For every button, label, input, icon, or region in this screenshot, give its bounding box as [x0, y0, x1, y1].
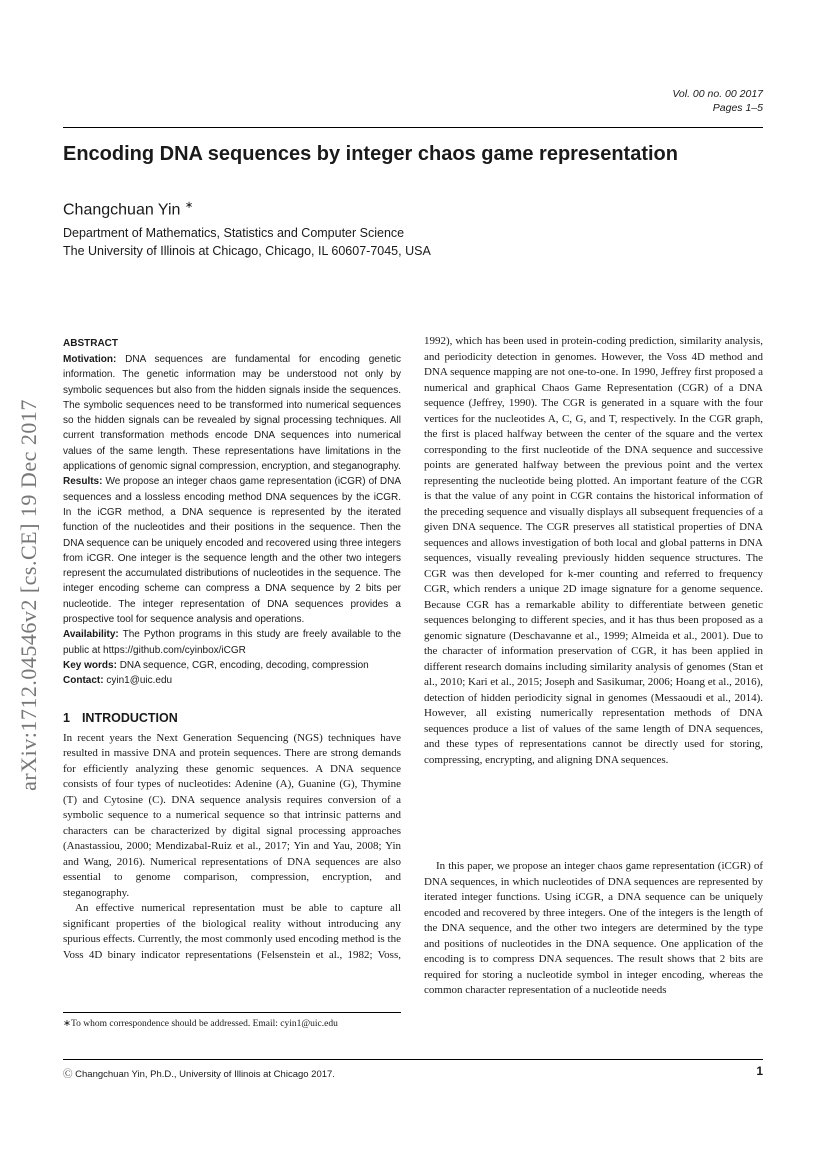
intro-paragraph-3: In this paper, we propose an integer chaos game representation (iCGR) of DNA sequences, in which nucleotides of DNA sequences are represented by iterated integer functions. Using iCGR, a DNA sequence can be uniquely encoded and recovered by three integers. One of the integers is the length of the DNA sequence, and the other two integers are determined by the type and positions of nucleotides in the DNA sequence. One application of the encoding is to compress DNA sequences. The result shows that 2 bits are required for storing a nucleotide symbol in integer encoding, whereas the common character representation of a nucleotide needs [424, 860, 763, 996]
intro-paragraph-2: An effective numerical representation must be able to capture all significant properties of the biological reality without introducing any spurious effects. Currently, the most commonly used encoding method is the Voss 4D binary indicator representations (Felsenstein et al., 1982; Voss, [63, 902, 401, 961]
availability-label: Availability: [63, 629, 119, 641]
keywords-label: Key words: [63, 659, 117, 671]
right-column [424, 334, 763, 999]
author-line [63, 200, 193, 219]
keywords-text: DNA sequence, CGR, encoding, decoding, compression [119, 659, 369, 671]
page-number: 1 [756, 1064, 763, 1078]
results-text: We propose an integer chaos game representation (iCGR) of DNA sequences and a lossless encoding method DNA sequences by the iCGR. In the iCGR method, a DNA sequence is represented by the iterated function of the nucleotides and their positions in the sequence. Then the DNA sequence can be uniquely encoded and recovered using three integers from iCGR. One integer is the sequence length and the other two integers represent the accumulated distributions of nucleotides in the sequence. The integer encoding scheme can compress a DNA sequence by 2 bits per nucleotide. The integer representation of DNA sequences provides a prospective tool for sequence analysis and operations. [63, 476, 402, 626]
affiliation-department: Department of Mathematics, Statistics and Computer Science [63, 226, 405, 240]
section-title: INTRODUCTION [81, 710, 178, 725]
journal-pages: Pages 1–5 [712, 102, 763, 114]
abstract-availability [63, 627, 401, 658]
intro-paragraph-2-continued [424, 334, 763, 859]
journal-info [672, 87, 763, 115]
results-label: Results: [63, 476, 103, 488]
motivation-text: DNA sequences are fundamental for encoding genetic information. The genetic information may be understood not only by symbolic sequences but also from the hidden signals inside the sequences. The symbolic sequences need to be transformed into numerical sequences so the hidden signals can be revealed by signal processing techniques. All current transformation methods encode DNA sequences into numerical values of the same length. These representations have limitations in the applications of genomic signal compression, encryption, and steganography. [63, 354, 401, 473]
section-heading-introduction [63, 711, 401, 725]
section-number: 1 [63, 710, 70, 725]
affiliation [63, 224, 431, 260]
contact-label: Contact: [63, 675, 104, 687]
author-name: Changchuan Yin [63, 201, 181, 219]
affiliation-university: The University of Illinois at Chicago, Chicago, IL 60607-7045, USA [63, 244, 431, 258]
footer-rule [63, 1059, 763, 1060]
availability-text: The Python programs in this study are freely available to the public at https://github.com/cyinbox/iCGR [63, 629, 402, 656]
author-correspondence-mark: ∗ [184, 200, 194, 211]
footnote-rule [63, 1012, 401, 1013]
arxiv-stamp [12, 330, 46, 860]
abstract-motivation [63, 352, 401, 474]
abstract-results [63, 474, 401, 627]
header-rule [63, 127, 763, 128]
copyright-notice: Ⓒ Changchuan Yin, Ph.D., University of Illinois at Chicago 2017. [63, 1069, 335, 1080]
contact-email: cyin1@uic.edu [106, 675, 173, 687]
intro-paragraph-1: In recent years the Next Generation Sequencing (NGS) techniques have resulted in massive DNA and protein sequences. There are strong demands for efficiently analyzing these genomic sequences. A DNA sequence consists of four types of nucleotides: Adenine (A), Guanine (G), Thymine (T) and Cytosine (C). DNA sequence analysis requires conversion of a symbolic sequence to a numerical sequence so that intrinsic patterns and characters can be characterized by digital signal processing approaches (Anastassiou, 2000; Mendizabal-Ruiz et al., 2017; Yin and Yau, 2008; Yin and Wang, 2016). Numerical representations of DNA sequences are also essential to genome comparison, compression, encryption, and steganography. [63, 731, 401, 899]
left-column [63, 337, 401, 963]
intro-paragraph-2-continuation: 1992), which has been used in protein-coding prediction, similarity analysis, and periodicity detection in genomes. However, the Voss 4D method and DNA sequence mapping are not one-to-one. In 1990, Jeffrey first proposed a numerical and graphical Chaos Game Representation (CGR) of a DNA sequence (Jeffrey, 1990). The CGR is generated in a square with the four vertices for the nucleotides A, C, G, and T, respectively. In the CGR graph, the first is placed halfway between the center of the square and the vertex corresponding to the first nucleotide of the DNA sequence and successive points are generated halfway between the previous point and the vertex representing the nucleotide being plotted. An important feature of the CGR is that the value of any point in CGR contains the historical information of the preceding sequence and visually displays all subsequent frequencies of a given DNA sequence. The CGR preserves all statistical properties of DNA sequences and allows investigation of both local and global patterns in DNA sequences, visually revealing previously hidden sequence structures. The CGR was then developed for k-mer counting and referred to frequency CGR, which renders a unique 2D image signature for a genome sequence. Because CGR has a remarkable ability to differentiate between genetic sequences belonging to different species, and it has thus been proposed as a genomic signature (Deschavanne et al., 1999; Almeida et al., 2001). Due to the character of information preservation of CGR, it has been applied in different research domains including similarity analysis of genomes (Stan et al., 2010; Kari et al., 2015; Joseph and Sasikumar, 2006; Hoang et al., 2016), detection of hidden periodicity signal in genomes (Messaoudi et al., 2014). However, all existing numerically representation methods of DNA sequences produce a list of values of the same length of DNA sequences, and these types of representations cannot be directly used for storing, compressing, encrypting, and aligning DNA sequences. [424, 335, 763, 766]
paper-title: Encoding DNA sequences by integer chaos game representation [63, 143, 678, 165]
footnote: ∗To whom correspondence should be addressed. Email: cyin1@uic.edu [63, 1019, 338, 1029]
abstract-contact [63, 673, 401, 688]
journal-volume: Vol. 00 no. 00 2017 [672, 88, 763, 100]
arxiv-stamp-text: arXiv:1712.04546v2 [cs.CE] 19 Dec 2017 [16, 399, 41, 791]
motivation-label: Motivation: [63, 354, 117, 365]
abstract-heading: ABSTRACT [63, 338, 118, 349]
abstract-keywords [63, 658, 401, 673]
